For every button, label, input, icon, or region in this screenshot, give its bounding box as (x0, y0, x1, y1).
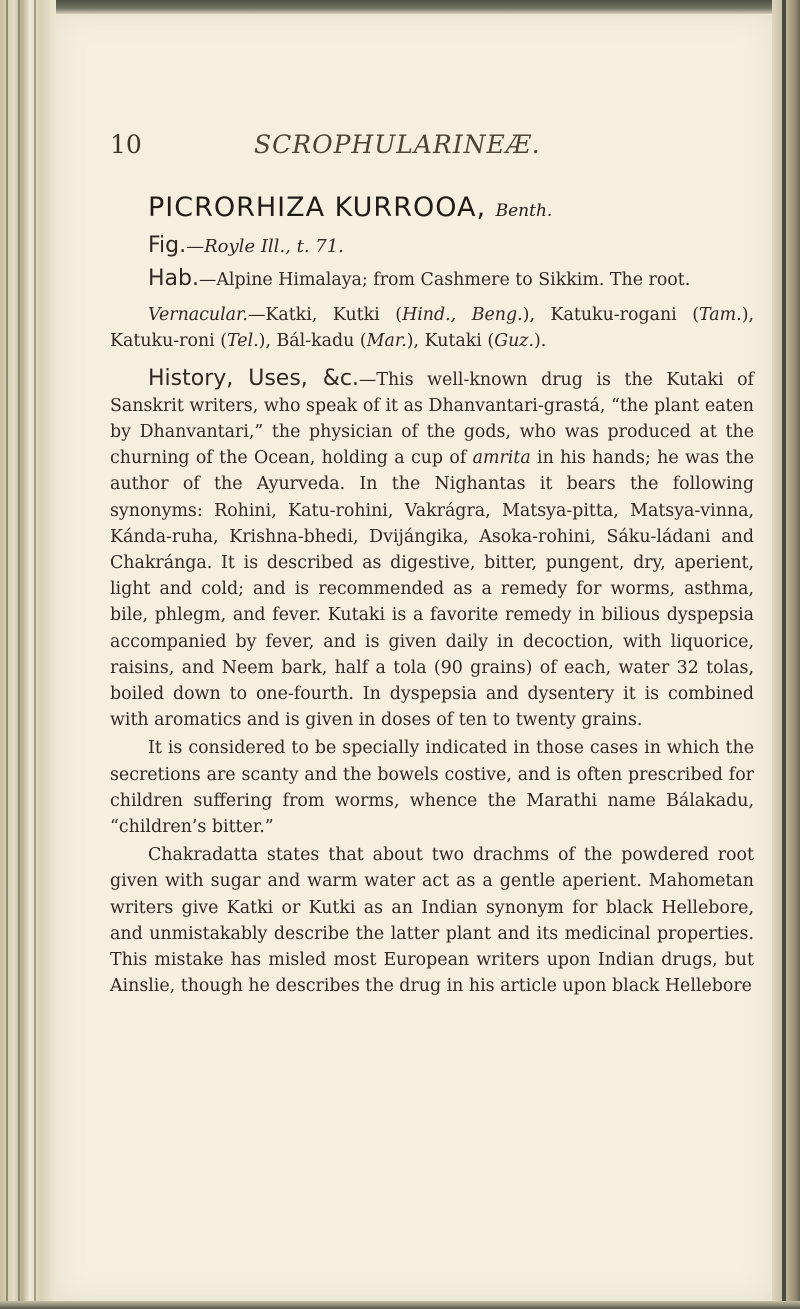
lang-mar: Mar. (366, 331, 407, 352)
running-title: SCROPHULARINEÆ. (254, 130, 541, 159)
book-edge-right (772, 0, 800, 1309)
history-label: History, Uses, &c. (148, 365, 359, 391)
body-paragraph: It is considered to be specially indicated in those cases in which the secretions are scanty and the bowels costive, and is often prescribed for children suffering from worms, whence the Marathi name Bálakadu, “children’s bitter.” (110, 738, 754, 838)
page-edge-line (782, 0, 786, 1309)
habitat-paragraph (110, 266, 754, 293)
lang-tam: Tam. (699, 305, 742, 326)
book-binding-left (0, 0, 56, 1309)
vernacular-paragraph (110, 302, 754, 354)
page-number: 10 (110, 130, 142, 159)
book-bottom-edge (0, 1301, 800, 1309)
page-content (110, 14, 754, 999)
entry-heading (148, 192, 754, 223)
amrita-term: amrita (472, 448, 531, 469)
history-paragraph (110, 366, 754, 734)
hab-label: Hab. (148, 266, 199, 291)
body-paragraph: Chakradatta states that about two drachms of the powdered root given with sugar and warm water act as a gentle aperient. Mahometan writers give Katki or Kutki as an Indian synonym for black Hellebore, and unmistakably describe the latter plant and its medicinal properties. This mistake has misled most European writers upon Indian drugs, but Ainslie, though he describes the drug in his article upon black Hellebore (110, 845, 754, 997)
lang-hind-beng: Hind., Beng. (402, 305, 523, 326)
lang-guz: Guz. (494, 331, 534, 352)
binding-line (18, 0, 20, 1309)
book-top-edge (0, 0, 800, 14)
fig-label: Fig. (148, 233, 187, 258)
hab-text: —Alpine Himalaya; from Cashmere to Sikkim. The root. (198, 270, 691, 290)
figure-reference (148, 233, 754, 258)
book-page (56, 14, 772, 1301)
vernacular-label: Vernacular. (148, 305, 248, 326)
lang-tel: Tel. (227, 331, 259, 352)
vernacular-text: ), Katuku-roni ( (110, 305, 755, 352)
history-text: in his hands; he was the author of the Ayurveda. In the Nighantas it bears the following synonyms: Rohini, Katu-rohini, Vakrágra, Matsya-pitta, Matsya-vinna, Kánda-ruha, Krishna-bhedi, Dvijángika, Asoka-rohini, Sáku-ládani and Chakránga. It is described as digestive, bitter, pungent, dry, aperient, light and cold; and is recommended as a remedy for worms, asthma, bile, phlegm, and fever. Kutaki is a favorite remedy in bilious dyspepsia accompanied by fever, and is given daily in decoction, with liquorice, raisins, and Neem bark, half a tola (90 grains) of each, water 32 tolas, boiled down to one-fourth. In dyspepsia and dysentery it is combined with aromatics and is given in doses of ten to twenty grains. (110, 448, 754, 731)
history-text: —This well-known drug is the Kutaki of Sanskrit writers, who speak of it as Dhanvantari-grastá, “the plant eaten by Dhanvantari,” the physician of the gods, who was produced at the churning of the Ocean, holding a cup of (110, 369, 754, 469)
species-authority: Benth. (495, 201, 553, 221)
species-name: PICRORHIZA KURROOA, (148, 192, 487, 223)
vernacular-text: ). (533, 331, 547, 352)
running-head (110, 130, 754, 174)
vernacular-text: ), Bál-kadu ( (258, 331, 367, 352)
vernacular-text: —Katki, Kutki ( (247, 305, 403, 326)
vernacular-text: ), Kutaki ( (406, 331, 495, 352)
vernacular-text: ), Katuku-rogani ( (522, 305, 700, 326)
binding-line (6, 0, 8, 1309)
fig-ref: —Royle Ill., t. 71. (186, 236, 344, 257)
binding-line (34, 0, 36, 1309)
